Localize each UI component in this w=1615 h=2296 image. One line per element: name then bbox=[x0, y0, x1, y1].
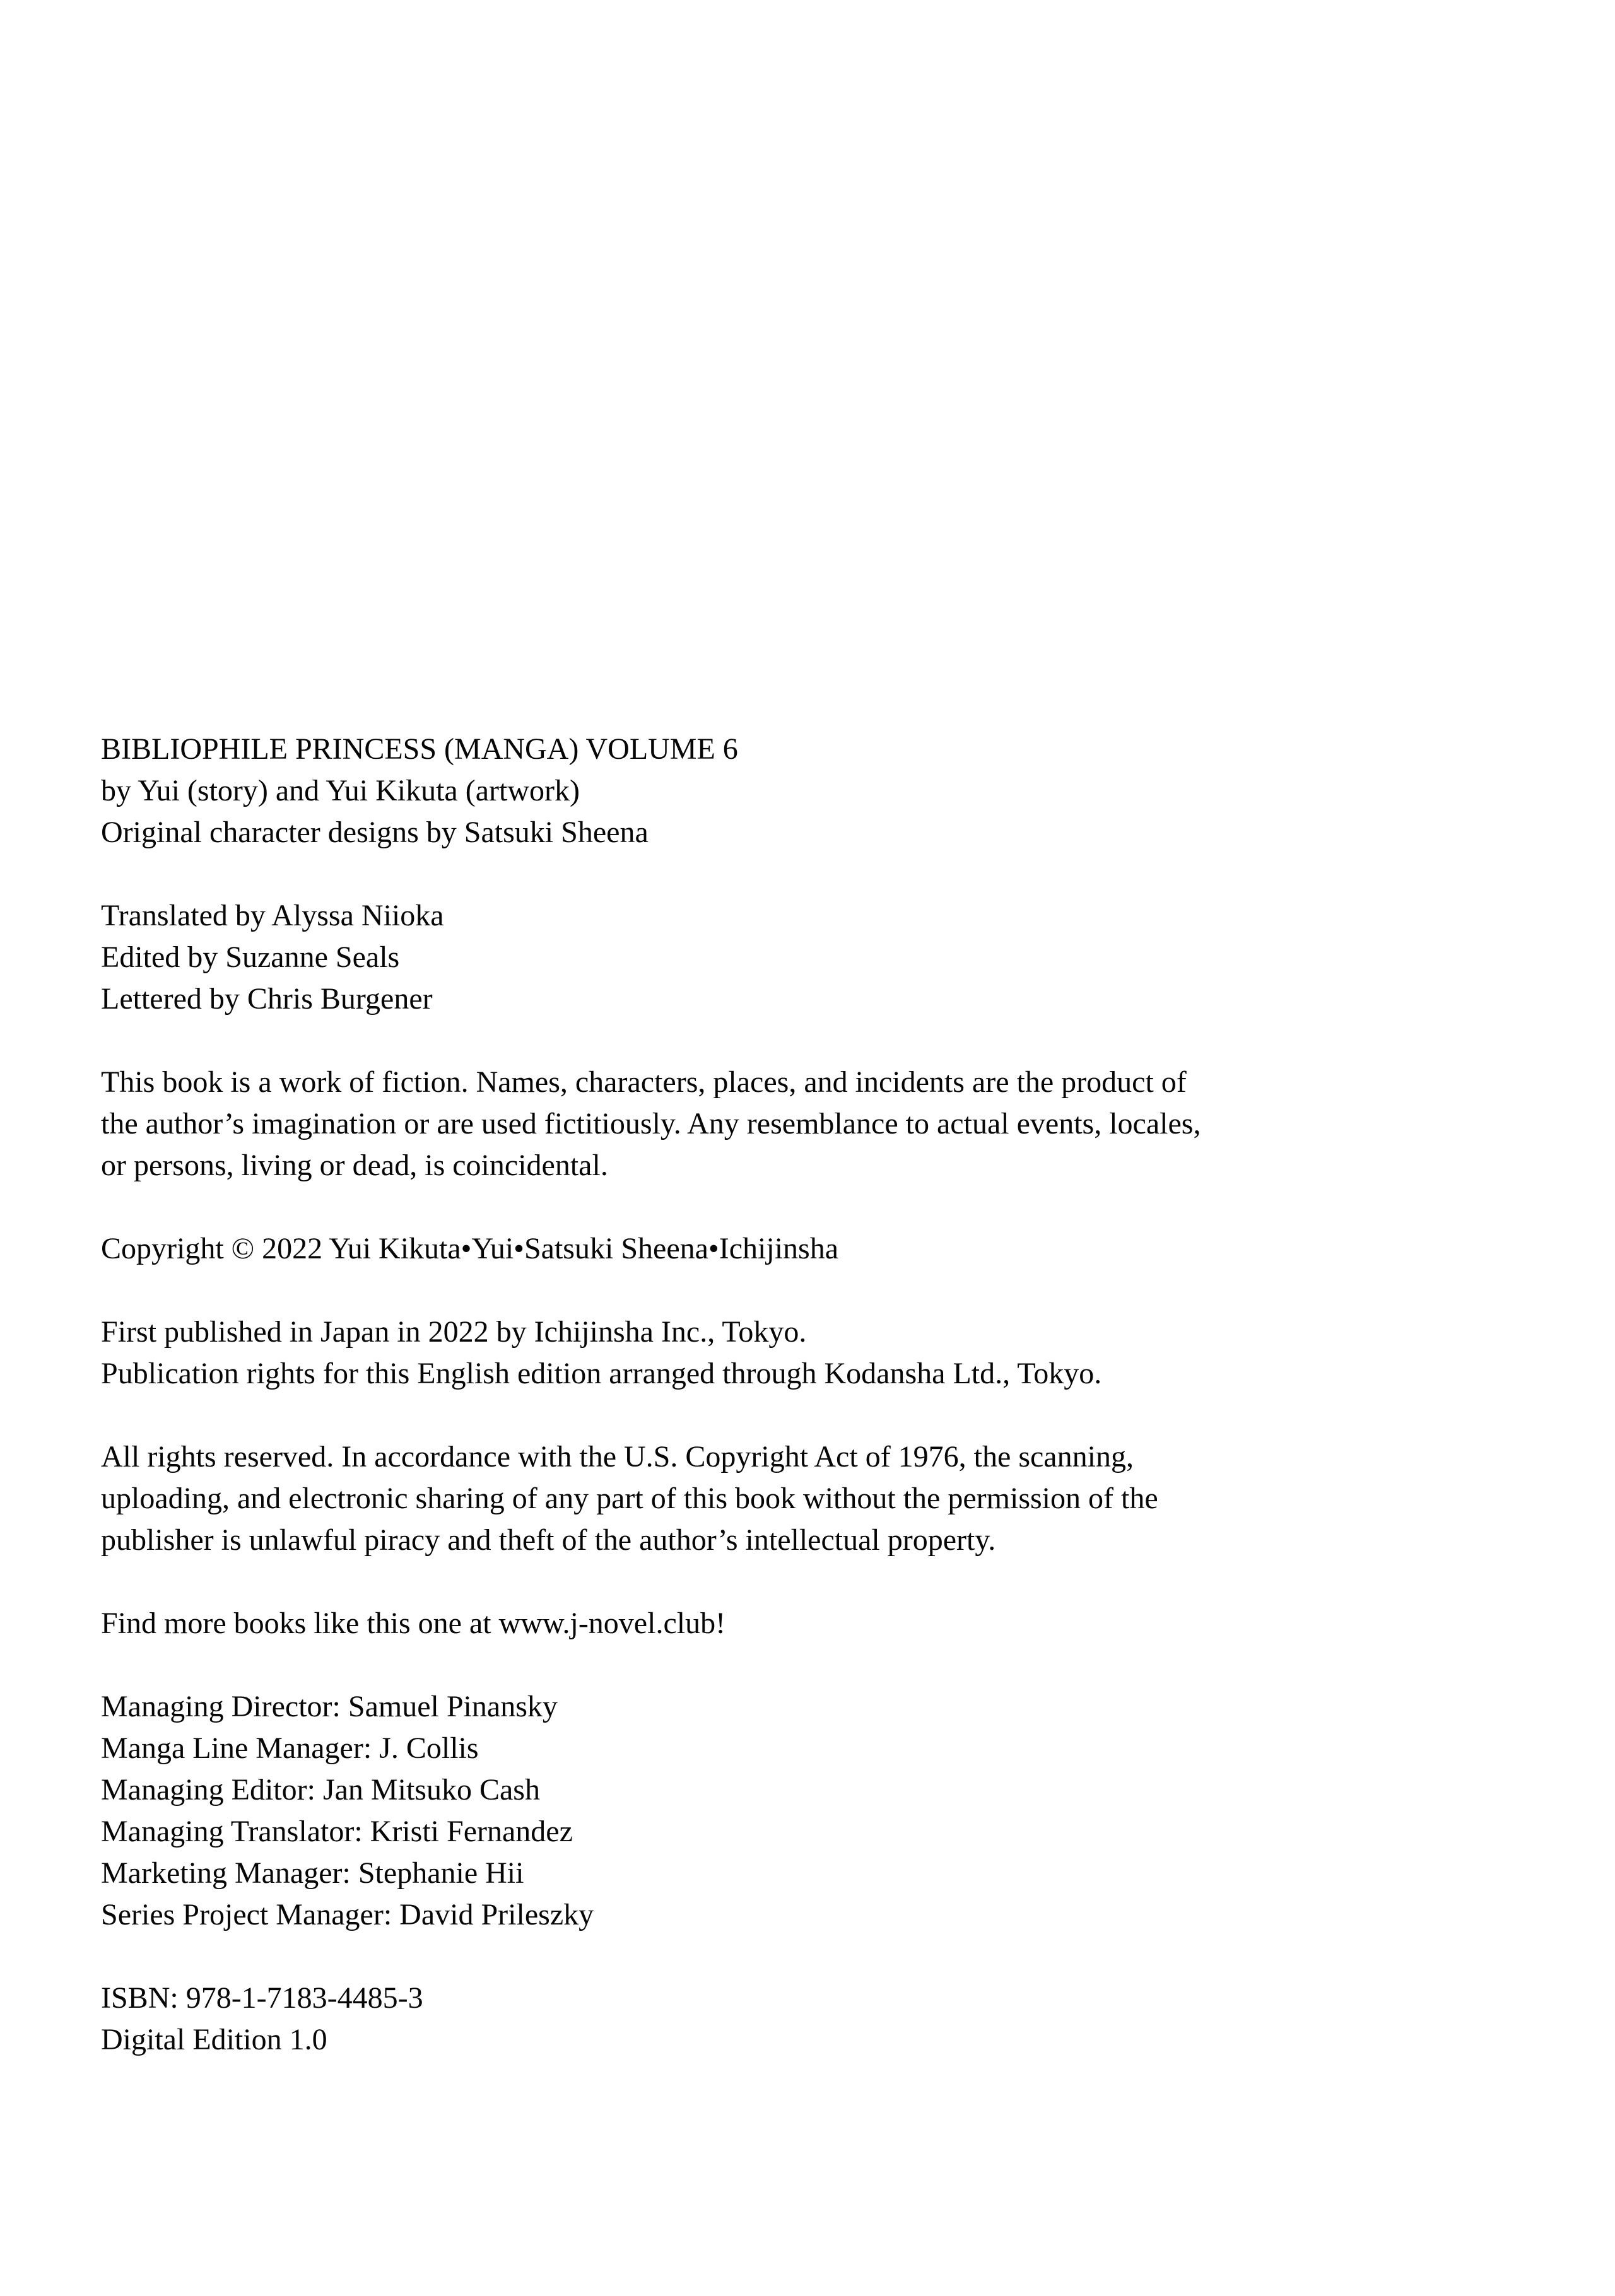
edition-text: Digital Edition 1.0 bbox=[101, 2023, 327, 2056]
staff-credit-line: Managing Director: Samuel Pinansky bbox=[101, 1690, 558, 1723]
isbn-text: ISBN: 978-1-7183-4485-3 bbox=[101, 1981, 423, 2015]
publication-block bbox=[101, 1311, 1527, 1395]
book-title: BIBLIOPHILE PRINCESS (MANGA) VOLUME 6 bbox=[101, 732, 738, 766]
find-more-line bbox=[101, 1603, 1527, 1644]
rights-line: All rights reserved. In accordance with the U.S. Copyright Act of 1976, the scanning, bbox=[101, 1440, 1134, 1473]
copyright-line bbox=[101, 1228, 1527, 1270]
staff-credit-line: Managing Translator: Kristi Fernandez bbox=[101, 1815, 573, 1848]
book-byline: by Yui (story) and Yui Kikuta (artwork) bbox=[101, 774, 580, 807]
disclaimer-line: This book is a work of fiction. Names, characters, places, and incidents are the product of bbox=[101, 1065, 1187, 1099]
staff-credit-line: Manga Line Manager: J. Collis bbox=[101, 1731, 479, 1765]
publication-line: Publication rights for this English edition arranged through Kodansha Ltd., Tokyo. bbox=[101, 1357, 1102, 1390]
rights-notice bbox=[101, 1436, 1527, 1561]
letterer-credit: Lettered by Chris Burgener bbox=[101, 982, 433, 1016]
editor-credit: Edited by Suzanne Seals bbox=[101, 940, 400, 974]
staff-credits bbox=[101, 1686, 1527, 1936]
edition-block bbox=[101, 1977, 1527, 2061]
staff-credit-line: Managing Editor: Jan Mitsuko Cash bbox=[101, 1773, 540, 1807]
staff-credit-line: Marketing Manager: Stephanie Hii bbox=[101, 1856, 524, 1890]
rights-line: uploading, and electronic sharing of any part of this book without the permission of the bbox=[101, 1482, 1158, 1515]
rights-line: publisher is unlawful piracy and theft of the author’s intellectual property. bbox=[101, 1523, 996, 1557]
disclaimer-line: the author’s imagination or are used fictitiously. Any resemblance to actual events, locales, bbox=[101, 1107, 1201, 1140]
character-designs-credit: Original character designs by Satsuki Sheena bbox=[101, 816, 649, 849]
fiction-disclaimer bbox=[101, 1062, 1527, 1186]
disclaimer-line: or persons, living or dead, is coincidental. bbox=[101, 1149, 608, 1182]
translator-credit: Translated by Alyssa Niioka bbox=[101, 899, 444, 932]
find-more-text: Find more books like this one at www.j-novel.club! bbox=[101, 1607, 726, 1640]
publication-line: First published in Japan in 2022 by Ichijinsha Inc., Tokyo. bbox=[101, 1315, 807, 1349]
credits-block bbox=[101, 895, 1527, 1020]
title-block bbox=[101, 729, 1527, 853]
staff-credit-line: Series Project Manager: David Prileszky bbox=[101, 1898, 594, 1931]
colophon-text bbox=[101, 729, 1527, 2102]
copyright-text: Copyright © 2022 Yui Kikuta•Yui•Satsuki Sheena•Ichijinsha bbox=[101, 1232, 839, 1265]
